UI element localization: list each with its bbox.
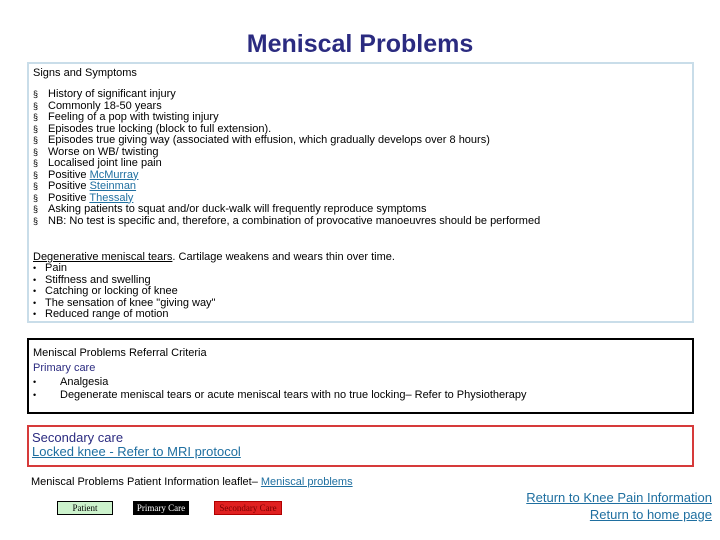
- bullet-icon: •: [33, 297, 37, 308]
- mri-protocol-link[interactable]: Locked knee - Refer to MRI protocol: [32, 444, 241, 459]
- degenerative-description: . Cartilage weakens and wears thin over time.: [172, 251, 395, 263]
- list-item-text: Feeling of a pop with twisting injury: [48, 111, 219, 123]
- list-item-text: Reduced range of motion: [45, 308, 169, 320]
- list-item: [33, 309, 215, 321]
- steinman-link[interactable]: Steinman: [89, 180, 137, 192]
- list-item: [33, 389, 527, 402]
- secondary-care-button[interactable]: Secondary Care: [214, 501, 282, 515]
- list-item-text: History of significant injury: [48, 88, 176, 100]
- list-item: [33, 216, 540, 228]
- return-knee-pain-link[interactable]: Return to Knee Pain Information: [526, 490, 712, 505]
- page-title: Meniscal Problems: [246, 30, 474, 58]
- degenerative-list: [33, 263, 215, 321]
- list-item-text: Episodes true giving way (associated with effusion, which gradually develops over 8 hours): [48, 134, 490, 146]
- list-item-text: Catching or locking of knee: [45, 285, 178, 297]
- bullet-icon: §: [33, 215, 39, 226]
- degenerative-heading: Degenerative meniscal tears: [33, 251, 173, 263]
- primary-care-button[interactable]: Primary Care: [133, 501, 189, 515]
- list-item-text: Analgesia: [60, 376, 109, 388]
- list-item-text: Asking patients to squat and/or duck-walk will frequently reproduce symptoms: [48, 203, 427, 215]
- bullet-icon: •: [33, 377, 37, 387]
- referral-list: [33, 376, 527, 402]
- signs-list: [33, 89, 540, 227]
- list-item-text: Positive: [48, 180, 90, 192]
- bullet-icon: §: [33, 135, 39, 145]
- bullet-icon: §: [33, 100, 39, 111]
- list-item-text: Episodes true locking (block to full extension).: [48, 122, 272, 135]
- list-item-text: Stiffness and swelling: [45, 273, 151, 286]
- bullet-icon: •: [33, 309, 37, 319]
- leaflet-line: [31, 476, 353, 488]
- referral-criteria-box: [27, 338, 694, 414]
- secondary-care-box: [27, 425, 694, 467]
- list-item-text: Commonly 18-50 years: [48, 99, 162, 112]
- list-item-text: The sensation of knee "giving way": [45, 296, 216, 309]
- bullet-icon: §: [33, 123, 39, 134]
- list-item-text: Localised joint line pain: [48, 157, 162, 169]
- bullet-icon: §: [33, 146, 39, 157]
- bullet-icon: •: [33, 274, 37, 285]
- list-item-text: Pain: [45, 262, 68, 274]
- bullet-icon: §: [33, 192, 39, 203]
- leaflet-text: Meniscal Problems Patient Information leaflet–: [31, 476, 261, 488]
- secondary-care-heading: Secondary care: [32, 430, 124, 445]
- patient-button[interactable]: Patient: [57, 501, 113, 515]
- bullet-icon: •: [33, 263, 37, 273]
- bullet-icon: §: [33, 169, 39, 180]
- bullet-icon: §: [33, 181, 39, 191]
- bullet-icon: §: [33, 112, 39, 122]
- signs-heading: Signs and Symptoms: [33, 67, 137, 79]
- leaflet-link[interactable]: Meniscal problems: [260, 476, 353, 488]
- bullet-icon: §: [33, 204, 39, 214]
- list-item-text: Worse on WB/ twisting: [48, 145, 159, 158]
- signs-symptoms-box: [27, 62, 694, 323]
- degenerative-heading-line: [33, 251, 395, 263]
- list-item: [33, 376, 527, 389]
- return-home-link[interactable]: Return to home page: [589, 507, 712, 522]
- list-item-text: Degenerate meniscal tears or acute meniscal tears with no true locking– Refer to Physiotherapy: [60, 389, 527, 401]
- referral-heading: Meniscal Problems Referral Criteria: [33, 347, 207, 359]
- primary-care-heading: Primary care: [33, 362, 96, 374]
- bullet-icon: •: [33, 390, 37, 400]
- bullet-icon: •: [33, 286, 37, 296]
- bullet-icon: §: [33, 158, 39, 168]
- bullet-icon: §: [33, 89, 39, 99]
- list-item-text: Positive: [48, 168, 90, 181]
- thessaly-link[interactable]: Thessaly: [89, 191, 134, 204]
- list-item-text: Positive: [48, 191, 90, 204]
- mcmurray-link[interactable]: McMurray: [89, 168, 139, 181]
- list-item-text: NB: No test is specific and, therefore, a combination of provocative manoeuvres should be performed: [48, 214, 541, 227]
